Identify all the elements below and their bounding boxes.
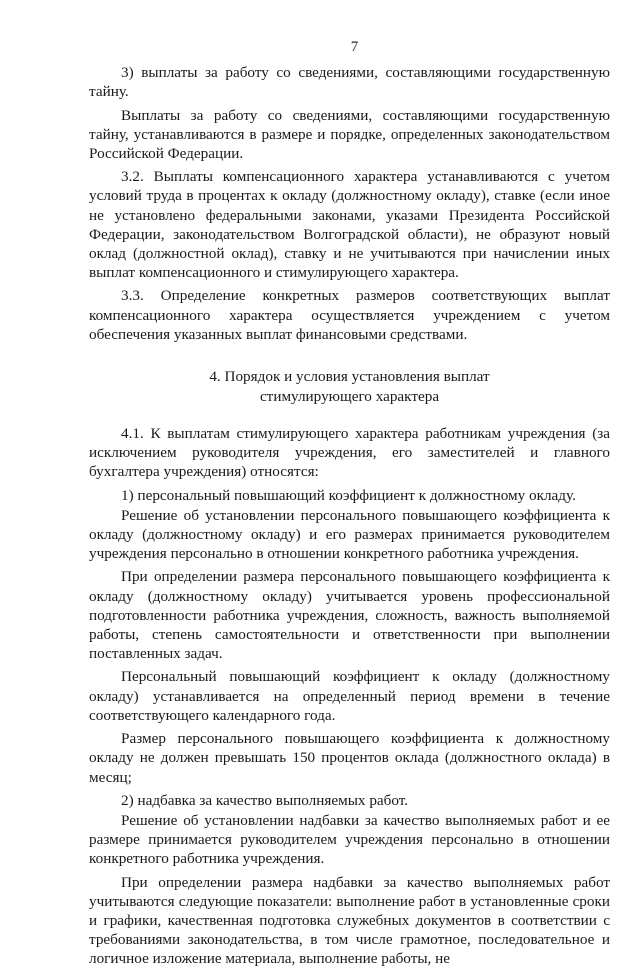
page-number: 7 — [350, 39, 359, 55]
paragraph-4-1: 4.1. К выплатам стимулирующего характера работникам учреждения (за исключением руководителя учреждения, его заместителей и главного бухгалтера учреждения) относятся: — [89, 425, 610, 481]
paragraph-coefficient-limit: Размер персонального повышающего коэффициента к должностному окладу не должен превышать 150 процентов оклада (должностного оклада) в месяц; — [89, 730, 610, 786]
paragraph-item-1: 1) персональный повышающий коэффициент к должностному окладу. — [121, 486, 576, 504]
paragraph-state-secret-payments: 3) выплаты за работу со сведениями, составляющими государственную тайну. — [89, 64, 610, 101]
paragraph-3-3: 3.3. Определение конкретных размеров соответствующих выплат компенсационного характера осуществляется учреждением с учетом обеспечения указанных выплат финансовыми средствами. — [89, 287, 610, 343]
section-heading — [89, 367, 610, 407]
paragraph-quality-decision: Решение об установлении надбавки за качество выполняемых работ и ее размере принимается руководителем учреждения персонально в отношении конкретного работника учреждения. — [89, 811, 610, 868]
paragraph-3-2: 3.2. Выплаты компенсационного характера устанавливаются с учетом условий труда в процентах к окладу (должностному окладу), ставке (если иное не установлено федеральными законами, указами Президента Российской Федерации, законодательством Волгоградской области), не образуют новый оклад (должностной оклад), ставку и не учитываются при начислении иных выплат компенсационного и стимулирующего характера. — [89, 168, 610, 282]
paragraph-state-secret-rules: Выплаты за работу со сведениями, составляющими государственную тайну, устанавливаются в размере и порядке, определенных законодательством Российской Федерации. — [89, 106, 610, 163]
paragraph-coefficient-period: Персональный повышающий коэффициент к окладу (должностному окладу) устанавливается на определенный период времени в течение соответствующего календарного года. — [89, 668, 610, 724]
paragraph-item-2: 2) надбавка за качество выполняемых работ. — [121, 791, 409, 809]
paragraph-quality-criteria: При определении размера надбавки за качество выполняемых работ учитываются следующие показатели: выполнение работ в установленные сроки и графики, качественная подготовка служебных документов в соответствии с требованиями законодательства, в том числе грамотное, последовательное и логичное изложение материала, выполнение работы, не — [89, 873, 610, 968]
paragraph-coefficient-criteria: При определении размера персонального повышающего коэффициента к окладу (должностному окладу) учитывается уровень профессиональной подготовленности работника учреждения, сложность, важность выполняемой работы, степень самостоятельности и ответственности при выполнении поставленных задач. — [89, 568, 610, 663]
section-heading-line-1: 4. Порядок и условия установления выплат — [209, 368, 490, 386]
paragraph-coefficient-decision: Решение об установлении персонального повышающего коэффициента к окладу (должностному окладу) и его размерах принимается руководителем учреждения персонально в отношении конкретного работника учреждения. — [89, 506, 610, 563]
section-heading-line-2: стимулирующего характера — [259, 388, 440, 406]
